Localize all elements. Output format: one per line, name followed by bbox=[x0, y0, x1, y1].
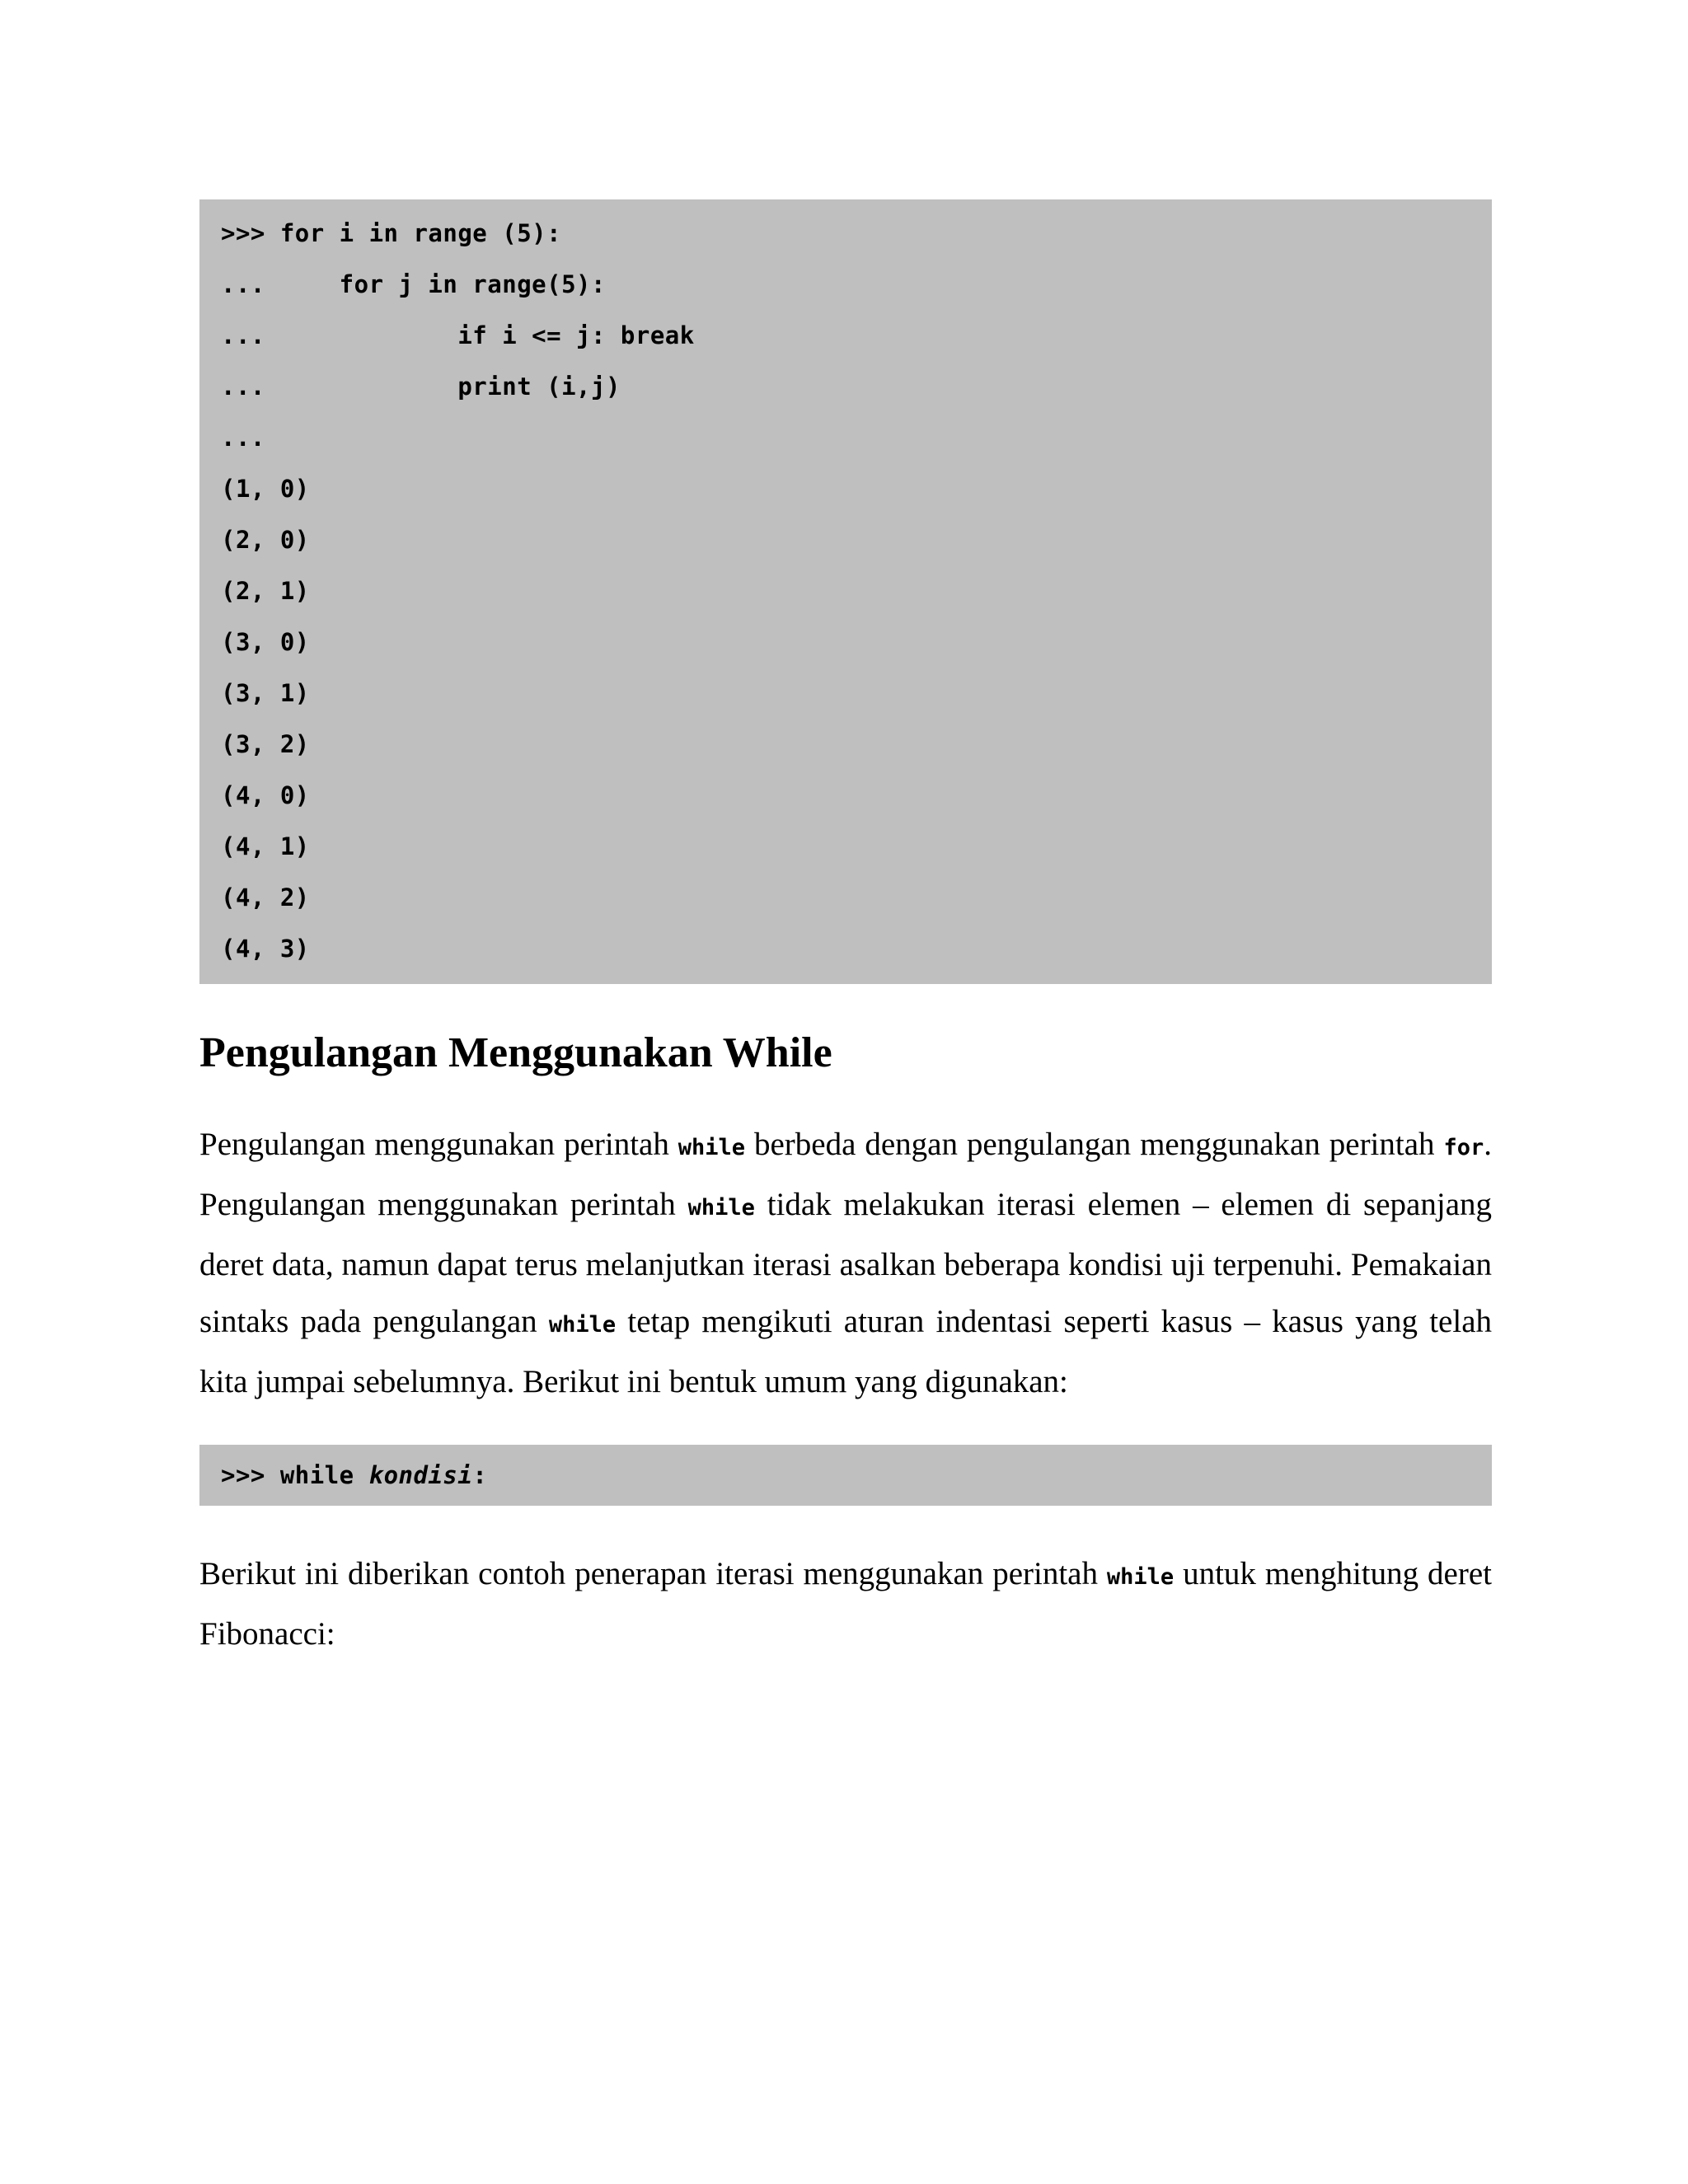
inline-code-while: while bbox=[687, 1195, 755, 1221]
code-line bbox=[221, 1450, 1470, 1501]
output-line: (1, 0) bbox=[221, 475, 310, 503]
section-heading: Pengulangan Menggunakan While bbox=[199, 1029, 832, 1076]
paragraph-text: Pengulangan menggunakan perintah bbox=[199, 1127, 678, 1162]
paragraph-text: . Pengulangan menggunakan perintah bbox=[199, 1127, 1492, 1222]
output-line: (3, 2) bbox=[221, 730, 310, 758]
inline-code-while: while bbox=[548, 1312, 617, 1338]
paragraph-fibonacci-intro bbox=[199, 1545, 1492, 1662]
code-block-while-syntax bbox=[199, 1445, 1492, 1506]
document-page bbox=[199, 199, 1492, 1662]
inline-code-for: for bbox=[1443, 1135, 1484, 1160]
output-line: (4, 2) bbox=[221, 883, 310, 912]
output-line: (3, 0) bbox=[221, 628, 310, 656]
output-line: (3, 1) bbox=[221, 679, 310, 707]
output-line: (2, 1) bbox=[221, 577, 310, 605]
code-condition-placeholder: kondisi bbox=[368, 1461, 473, 1489]
paragraph-text: berbeda dengan pengulangan menggunakan perintah bbox=[745, 1127, 1444, 1162]
paragraph-text: tetap mengikuti aturan indentasi seperti kasus – kasus yang telah kita jumpai sebelumnya. Berikut ini bentuk umum yang digunakan: bbox=[199, 1304, 1492, 1399]
output-line: (4, 0) bbox=[221, 781, 310, 809]
output-line: (4, 3) bbox=[221, 935, 310, 963]
inline-code-while: while bbox=[678, 1135, 746, 1160]
code-line: ... print (i,j) bbox=[221, 373, 621, 401]
inline-code-while: while bbox=[1106, 1564, 1175, 1590]
paragraph-text: untuk menghitung deret Fibonacci: bbox=[199, 1556, 1492, 1652]
paragraph-while-intro bbox=[199, 1116, 1492, 1410]
output-line: (4, 1) bbox=[221, 832, 310, 860]
code-line: ... bbox=[221, 424, 265, 452]
code-suffix: : bbox=[472, 1461, 488, 1489]
code-line: >>> for i in range (5): bbox=[221, 219, 562, 247]
paragraph-text: Berikut ini diberikan contoh penerapan iterasi menggunakan perintah bbox=[199, 1556, 1107, 1591]
paragraph-text: tidak melakukan iterasi elemen – elemen di sepanjang deret data, namun dapat terus melanjutkan iterasi asalkan beberapa kondisi uji terpenuhi. Pemakaian sintaks pada pengulangan bbox=[199, 1187, 1493, 1339]
code-prefix: >>> while bbox=[221, 1461, 369, 1489]
code-line: ... if i <= j: break bbox=[221, 321, 695, 349]
code-block-nested-for bbox=[199, 199, 1492, 984]
code-line: ... for j in range(5): bbox=[221, 270, 606, 298]
output-line: (2, 0) bbox=[221, 526, 310, 554]
